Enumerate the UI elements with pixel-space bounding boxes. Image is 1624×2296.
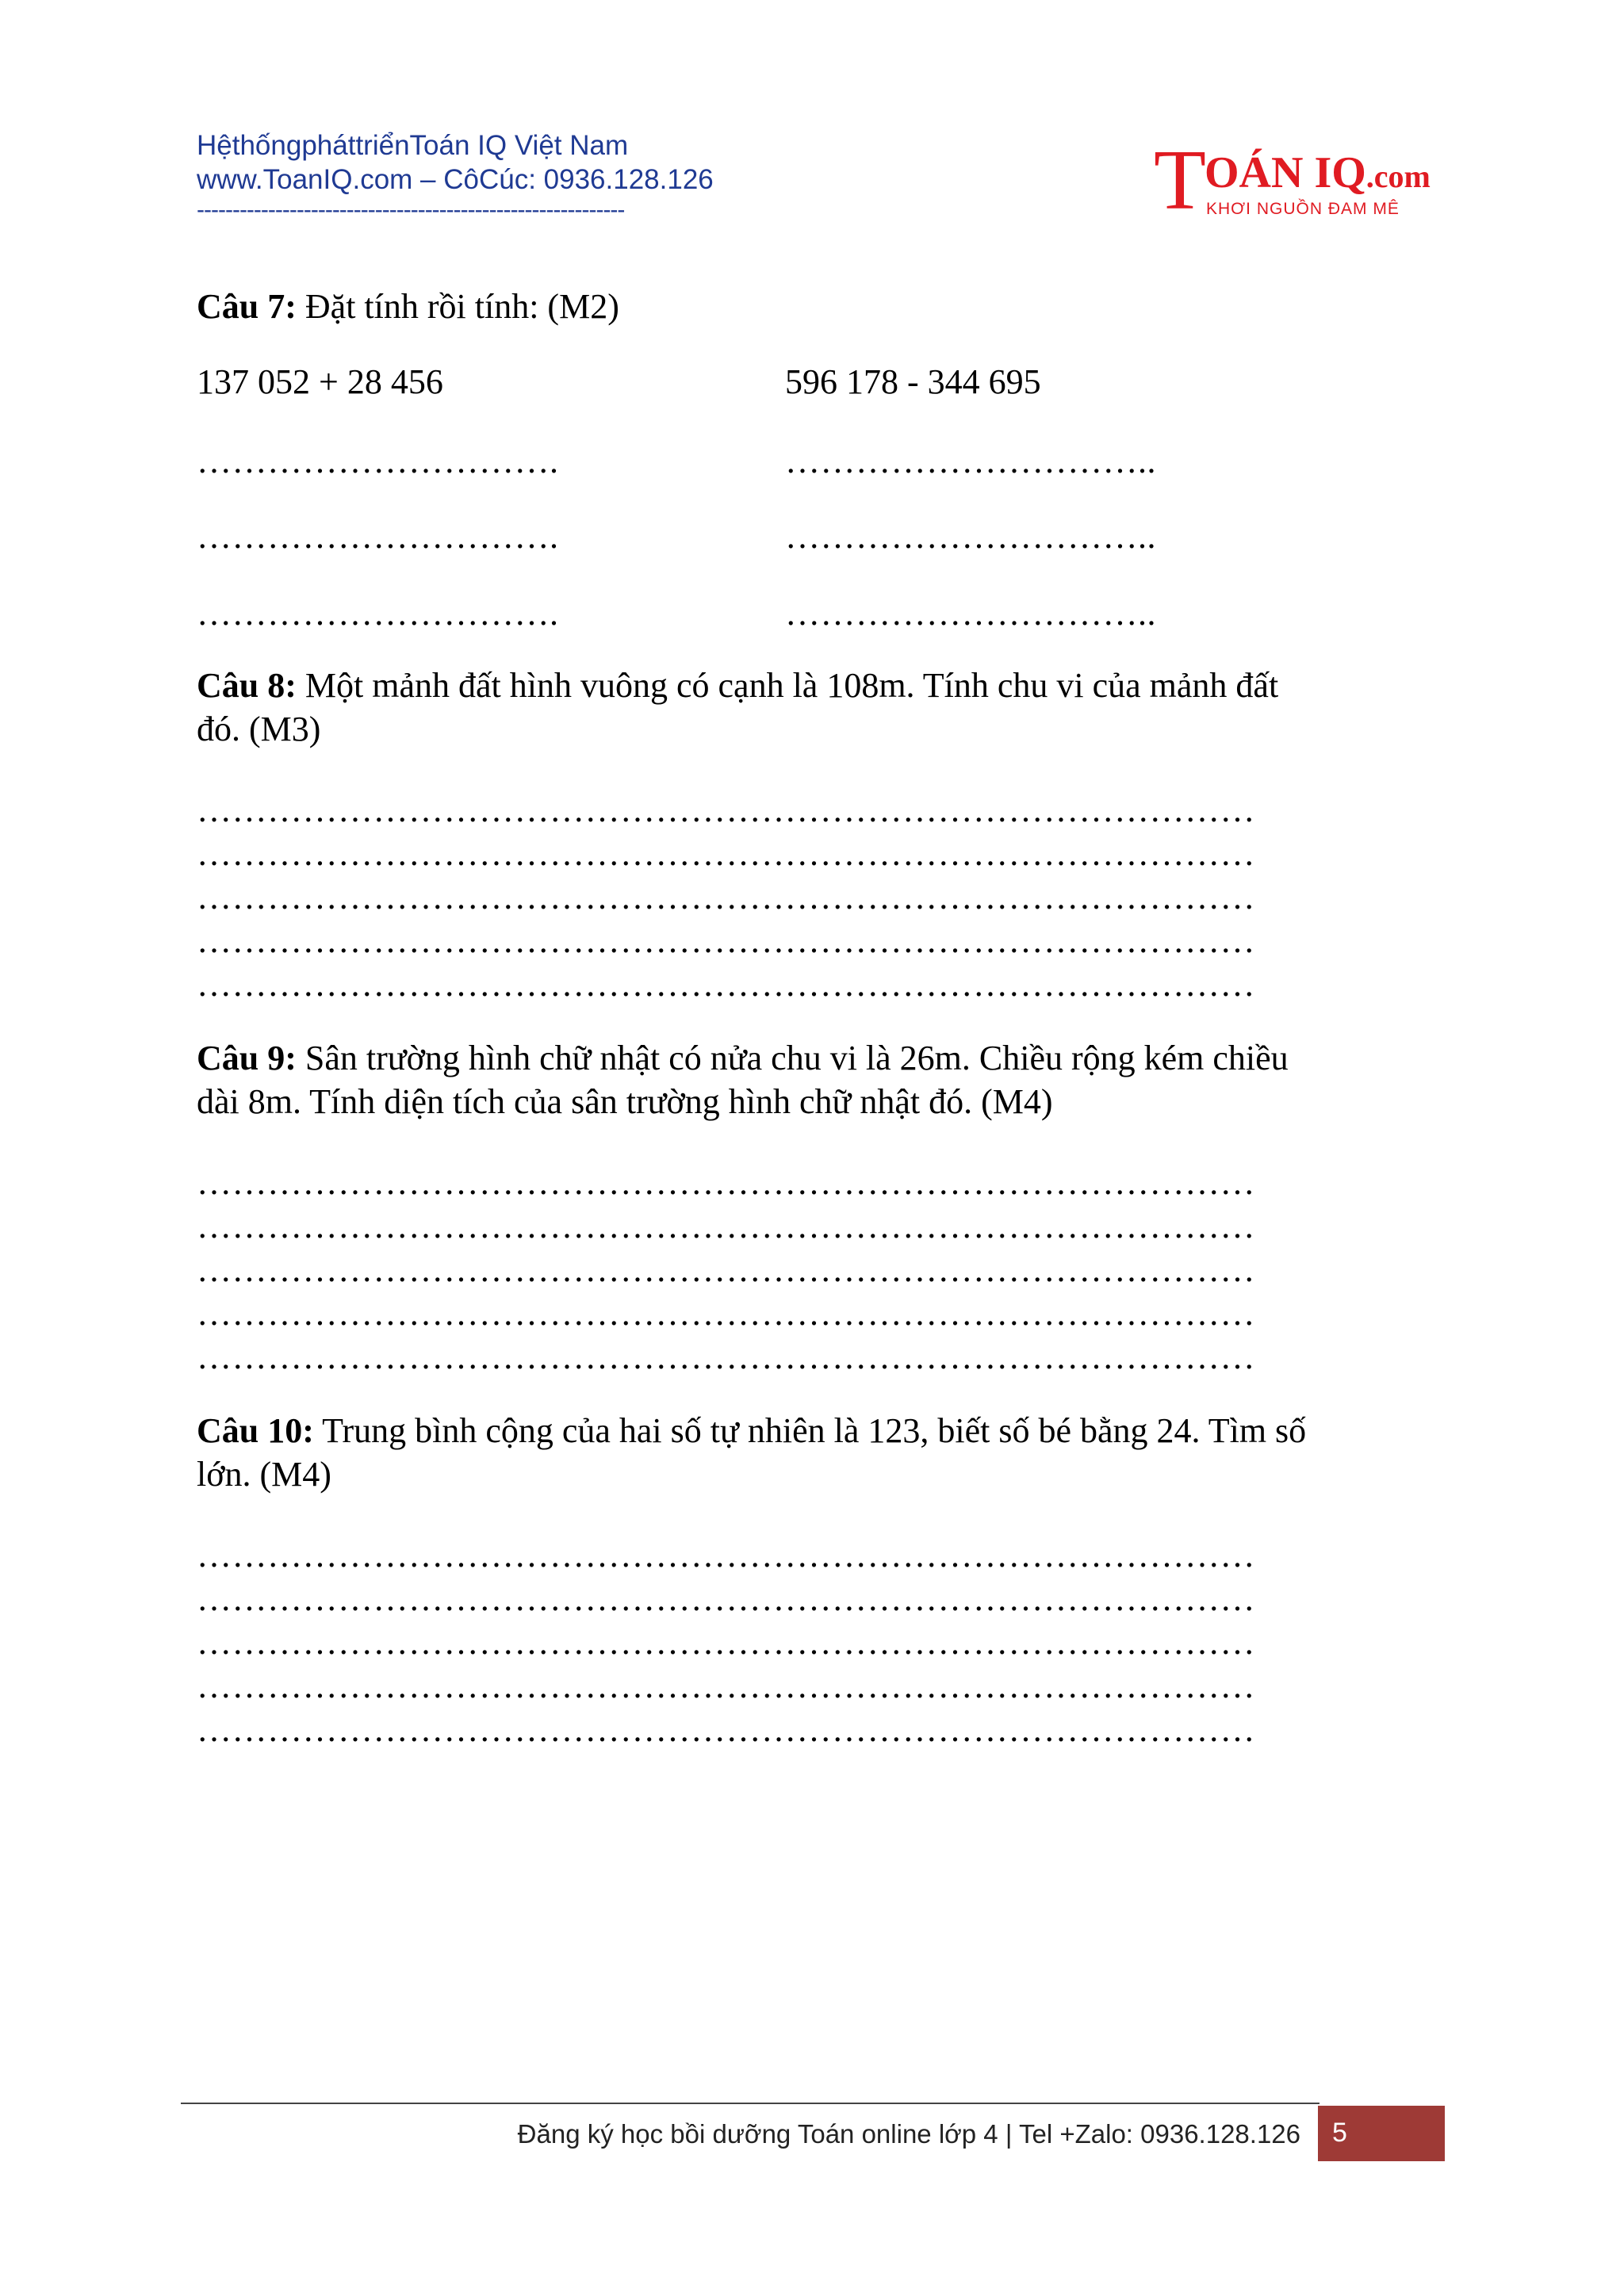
question-9-text-line2: dài 8m. Tính diện tích của sân trường hình chữ nhật đó. (M4) [197, 1082, 1053, 1121]
header-title: HệthốngpháttriểnToán IQ Việt Nam [197, 130, 629, 161]
question-9-label: Câu 9: [197, 1039, 297, 1077]
toaniq-logo [1154, 133, 1431, 230]
q10-answer-line[interactable]: ……………………………………………………………………………… [197, 1538, 1255, 1573]
logo-suffix: .com [1365, 159, 1431, 194]
question-8 [197, 668, 1278, 703]
q7-left-answer-line[interactable]: …………………………. [197, 596, 559, 631]
q8-answer-line[interactable]: ……………………………………………………………………………… [197, 880, 1255, 915]
q7-right-answer-line[interactable]: ………………………….. [785, 444, 1156, 479]
q10-answer-line[interactable]: ……………………………………………………………………………… [197, 1625, 1255, 1660]
q10-answer-line[interactable]: ……………………………………………………………………………… [197, 1669, 1255, 1704]
q10-answer-line[interactable]: ……………………………………………………………………………… [197, 1712, 1255, 1747]
header-rule: ------------------------------------------------------------ [197, 197, 625, 223]
logo-name: OÁN IQ [1205, 148, 1366, 197]
q8-answer-line[interactable]: ……………………………………………………………………………… [197, 793, 1255, 828]
question-8-text: Một mảnh đất hình vuông có cạnh là 108m. Tính chu vi của mảnh đất [296, 666, 1279, 705]
q7-right-expression: 596 178 - 344 695 [785, 362, 1041, 401]
question-9 [197, 1041, 1289, 1076]
q7-right-answer-line[interactable]: ………………………….. [785, 519, 1156, 554]
header-contact: www.ToanIQ.com – CôCúc: 0936.128.126 [197, 164, 714, 195]
logo-initial: T [1154, 133, 1206, 228]
question-7-text: Đặt tính rồi tính: (M2) [296, 287, 619, 326]
footer-divider [181, 2103, 1320, 2104]
question-8-label: Câu 8: [197, 666, 297, 705]
question-10-text: Trung bình cộng của hai số tự nhiên là 123, biết số bé bằng 24. Tìm số [313, 1411, 1307, 1450]
q8-answer-line[interactable]: ……………………………………………………………………………… [197, 836, 1255, 871]
question-9-text: Sân trường hình chữ nhật có nửa chu vi là 26m. Chiều rộng kém chiều [296, 1039, 1289, 1077]
footer-text: Đăng ký học bồi dưỡng Toán online lớp 4 | Tel +Zalo: 0936.128.126 [517, 2119, 1300, 2149]
question-10 [197, 1411, 1307, 1450]
q7-left-expression: 137 052 + 28 456 [197, 362, 443, 401]
logo-tagline: KHƠI NGUỒN ĐAM MÊ [1206, 200, 1400, 218]
question-7-label: Câu 7: [197, 287, 297, 326]
question-10-text-line2: lớn. (M4) [197, 1455, 331, 1494]
question-7 [197, 289, 619, 324]
q9-answer-line[interactable]: ……………………………………………………………………………… [197, 1209, 1255, 1244]
q9-answer-line[interactable]: ……………………………………………………………………………… [197, 1165, 1255, 1200]
question-10-label: Câu 10: [197, 1411, 314, 1450]
q8-answer-line[interactable]: ……………………………………………………………………………… [197, 924, 1255, 959]
q8-answer-line[interactable]: ……………………………………………………………………………… [197, 967, 1255, 1002]
q9-answer-line[interactable]: ……………………………………………………………………………… [197, 1253, 1255, 1288]
logo-wordmark [1205, 148, 1431, 197]
question-8-text-line2: đó. (M3) [197, 710, 321, 748]
q9-answer-line[interactable]: ……………………………………………………………………………… [197, 1296, 1255, 1331]
q7-right-answer-line[interactable]: ………………………….. [785, 596, 1156, 631]
q9-answer-line[interactable]: ……………………………………………………………………………… [197, 1340, 1255, 1375]
q10-answer-line[interactable]: ……………………………………………………………………………… [197, 1582, 1255, 1617]
q7-left-answer-line[interactable]: …………………………. [197, 519, 559, 554]
page-number-box [1318, 2106, 1445, 2161]
page-number: 5 [1332, 2118, 1347, 2148]
q7-left-answer-line[interactable]: …………………………. [197, 444, 559, 479]
